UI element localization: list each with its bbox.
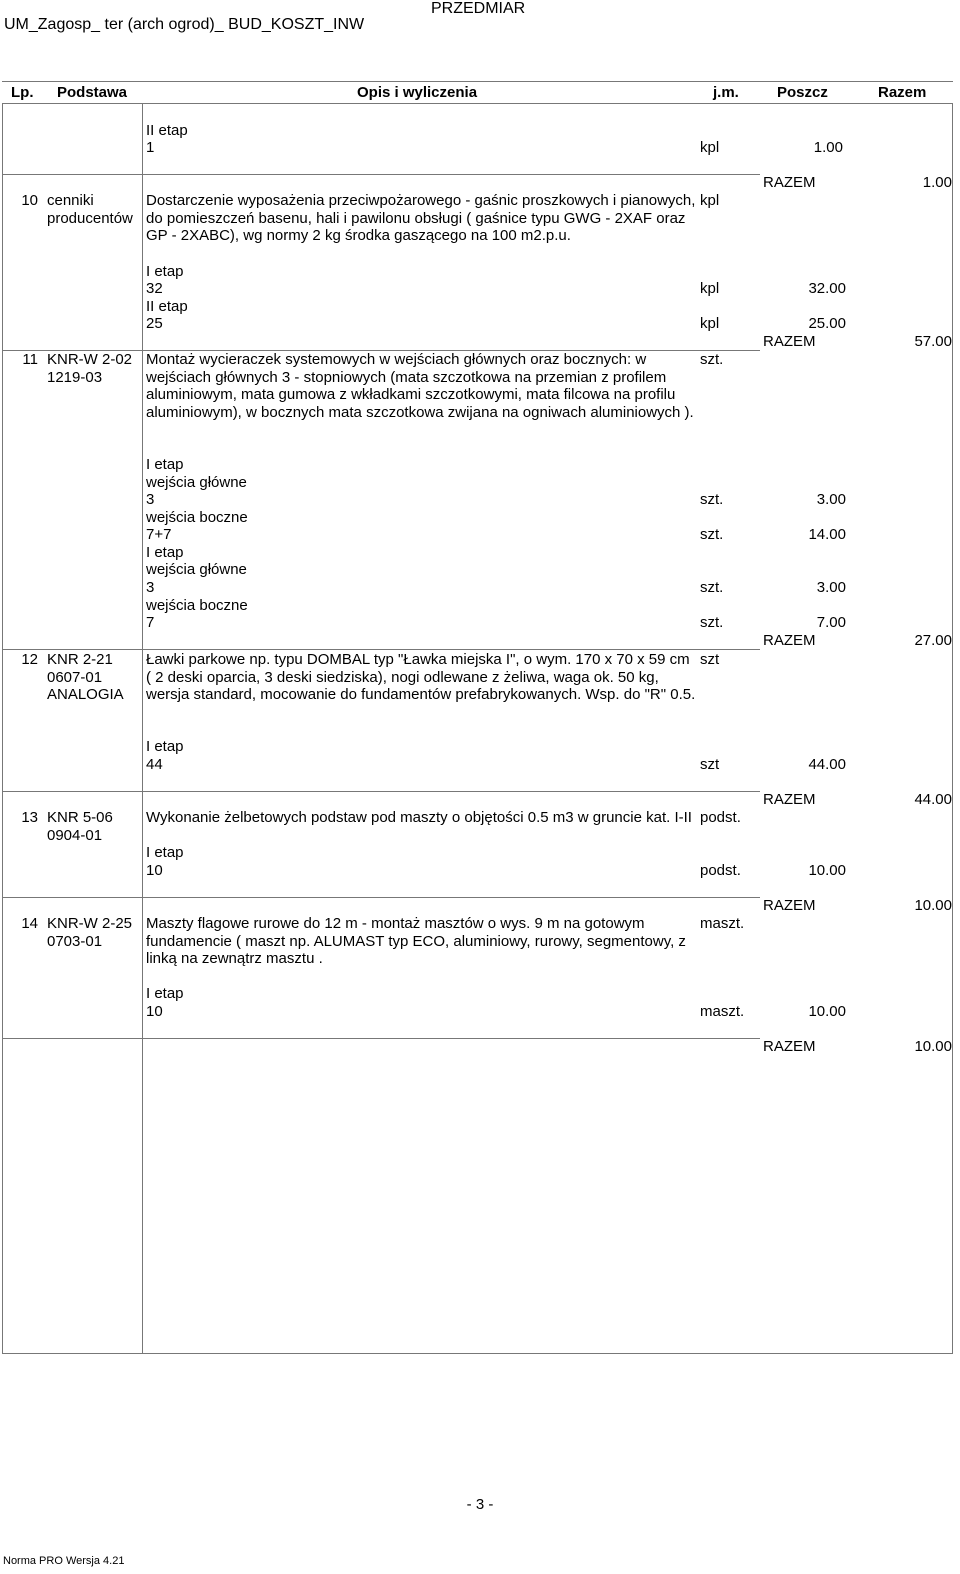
razem-label: RAZEM: [763, 333, 816, 350]
razem-value: 10.00: [914, 897, 952, 914]
calc-unit: szt.: [700, 579, 724, 596]
calc-line: [146, 456, 946, 474]
column-header-opis: Opis i wyliczenia: [357, 84, 478, 101]
calc-line: [146, 597, 946, 615]
calc-unit: szt.: [700, 614, 724, 631]
calc-line: [146, 280, 946, 298]
item-rule: [2, 897, 760, 898]
calc-label: I etap: [146, 263, 184, 280]
calc-label: wejścia główne: [146, 474, 247, 491]
calc-unit: szt.: [700, 526, 724, 543]
razem-value: 27.00: [914, 632, 952, 649]
table-header-top-rule: [2, 81, 953, 82]
item-unit: szt.: [700, 351, 724, 368]
calc-label: 44: [146, 756, 163, 773]
item-description: Montaż wycieraczek systemowych w wejściach głównych oraz bocznych: w wejściach głównych 3 - stopniowych (mata szczotkowa na przemian z profilem aluminiowym, mata gumowa z wkładkami szczotkowymi, mata filcowa na profilu aluminiowym), w bocznych mata szczotkowa zwijana na ogniwach aluminiowych ).: [146, 351, 694, 421]
calc-label: 7+7: [146, 526, 172, 543]
calc-value: 32.00: [808, 280, 846, 297]
calc-line: [146, 614, 946, 632]
calc-line: [146, 526, 946, 544]
item-rule: [2, 1038, 760, 1039]
calc-label: 1: [146, 139, 155, 156]
razem-label: RAZEM: [763, 174, 816, 191]
item-rule: [2, 649, 760, 650]
calc-label: 3: [146, 579, 155, 596]
table-divider-base-desc: [142, 103, 143, 1353]
calc-line: [146, 1003, 946, 1021]
calc-label: 7: [146, 614, 155, 631]
item-number: 10: [21, 192, 38, 209]
table-header-bottom-rule: [2, 103, 953, 104]
calc-label: 25: [146, 315, 163, 332]
item-number: 11: [22, 351, 38, 368]
page-number: - 3 -: [466, 1496, 494, 1513]
item-description: Maszty flagowe rurowe do 12 m - montaż masztów o wys. 9 m na gotowym fundamencie ( maszt np. ALUMAST typ ECO, aluminiowy, rurowy, segmentowy, z linką na zewnątrz masztu .: [146, 915, 686, 967]
item-base: KNR-W 2-02 1219-03: [47, 351, 133, 386]
item-number: 14: [21, 915, 38, 932]
calc-unit: kpl: [700, 315, 720, 332]
calc-line: [146, 491, 946, 509]
calc-line: [146, 263, 946, 281]
item-unit: podst.: [700, 809, 741, 826]
calc-unit: kpl: [700, 280, 720, 297]
item-description: Dostarczenie wyposażenia przeciwpożarowego - gaśnic proszkowych i pianowych, do pomieszczeń basenu, hali i pawilonu obsługi ( gaśnice typu GWG - 2XAF oraz GP - 2XABC), wg normy 2 kg środka gaszącego na 100 m2.p.u.: [146, 192, 696, 244]
item-unit: kpl: [700, 192, 720, 209]
calc-line: [146, 298, 946, 316]
table-bottom-rule: [2, 1353, 953, 1354]
calc-line: [146, 561, 946, 579]
calc-line: [146, 985, 946, 1003]
razem-value: 1.00: [922, 174, 952, 191]
calc-unit: kpl: [700, 139, 720, 156]
software-version: Norma PRO Wersja 4.21: [3, 1555, 125, 1567]
item-number: 13: [21, 809, 38, 826]
column-header-poszcz: Poszcz: [777, 84, 828, 101]
calc-label: wejścia boczne: [146, 509, 248, 526]
calc-label: I etap: [146, 738, 184, 755]
razem-label: RAZEM: [763, 897, 816, 914]
column-header-jm: j.m.: [713, 84, 739, 101]
calc-unit: maszt.: [700, 1003, 745, 1020]
file-name: UM_Zagosp_ ter (arch ogrod)_ BUD_KOSZT_INW: [4, 16, 365, 33]
calc-label: 3: [146, 491, 155, 508]
calc-unit: szt.: [700, 491, 724, 508]
table-left-border: [2, 350, 3, 1353]
calc-label: wejścia boczne: [146, 597, 248, 614]
calc-line: [146, 509, 946, 527]
calc-value: 10.00: [808, 862, 846, 879]
calc-line: [146, 474, 946, 492]
calc-label: II etap: [146, 298, 188, 315]
item-rule: [2, 791, 760, 792]
item-description: Wykonanie żelbetowych podstaw pod maszty o objętości 0.5 m3 w gruncie kat. I-II: [146, 809, 692, 826]
calc-value: 1.00: [813, 139, 843, 156]
razem-label: RAZEM: [763, 1038, 816, 1055]
calc-line: [146, 139, 946, 157]
razem-value: 57.00: [914, 333, 952, 350]
calc-line: [146, 315, 946, 333]
table-left-border: [2, 103, 3, 353]
calc-value: 3.00: [816, 579, 846, 596]
column-header-lp: Lp.: [11, 84, 34, 101]
item-base: cenniki producentów: [47, 192, 133, 227]
table-right-border: [952, 103, 953, 1353]
calc-value: 14.00: [808, 526, 846, 543]
column-header-razem: Razem: [878, 84, 927, 101]
document-type: PRZEDMIAR: [431, 0, 526, 17]
calc-label: I etap: [146, 844, 184, 861]
column-header-podstawa: Podstawa: [57, 84, 128, 101]
calc-label: I etap: [146, 985, 184, 1002]
razem-value: 44.00: [914, 791, 952, 808]
calc-label: I etap: [146, 544, 184, 561]
calc-unit: podst.: [700, 862, 741, 879]
calc-line: [146, 544, 946, 562]
razem-value: 10.00: [914, 1038, 952, 1055]
calc-value: 7.00: [816, 614, 846, 631]
item-base: KNR 2-21 0607-01 ANALOGIA: [47, 651, 124, 703]
calc-line: [146, 122, 946, 140]
calc-value: 25.00: [808, 315, 846, 332]
calc-value: 3.00: [816, 491, 846, 508]
calc-unit: szt: [700, 756, 720, 773]
calc-line: [146, 738, 946, 756]
item-base: KNR-W 2-25 0703-01: [47, 915, 133, 950]
item-unit: szt: [700, 651, 720, 668]
item-rule: [2, 174, 760, 175]
calc-label: wejścia główne: [146, 561, 247, 578]
calc-line: [146, 862, 946, 880]
calc-line: [146, 579, 946, 597]
calc-label: II etap: [146, 122, 188, 139]
calc-line: [146, 844, 946, 862]
item-number: 12: [21, 651, 38, 668]
item-base: KNR 5-06 0904-01: [47, 809, 113, 844]
calc-value: 44.00: [808, 756, 846, 773]
item-description: Ławki parkowe np. typu DOMBAL typ "Ławka miejska I", o wym. 170 x 70 x 59 cm ( 2 deski oparcia, 3 deski siedziska), nogi odlewane z żeliwa, waga ok. 50 kg, wersja standard, mocowanie do fundamentów prefabrykowanych. Wsp. do "R" 0.5.: [146, 651, 696, 703]
calc-label: I etap: [146, 456, 184, 473]
calc-value: 10.00: [808, 1003, 846, 1020]
calc-label: 10: [146, 1003, 163, 1020]
calc-line: [146, 756, 946, 774]
calc-label: 10: [146, 862, 163, 879]
razem-label: RAZEM: [763, 791, 816, 808]
razem-label: RAZEM: [763, 632, 816, 649]
item-unit: maszt.: [700, 915, 745, 932]
calc-label: 32: [146, 280, 163, 297]
